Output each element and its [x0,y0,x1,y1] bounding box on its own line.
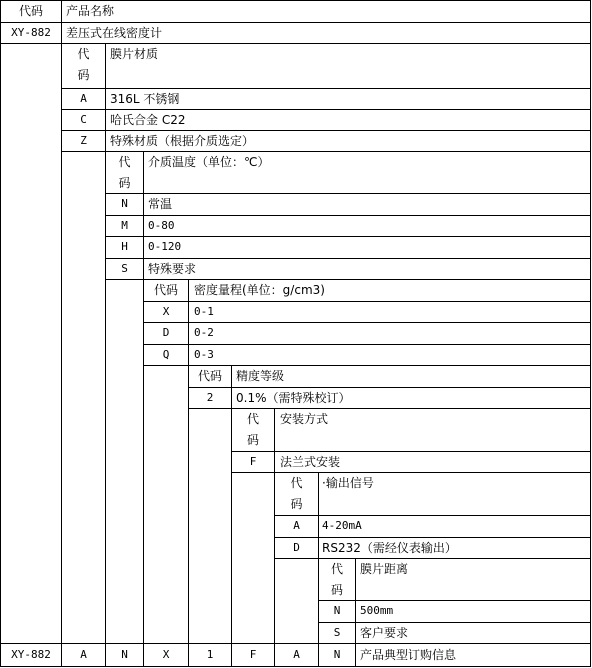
rule [274,515,591,516]
rule [188,365,189,667]
option-code: Z [80,134,87,147]
level-code-label: 码 [290,497,303,511]
level-title: 膜片材质 [110,47,159,61]
example-code: XY-882 [11,648,51,661]
header-product-label: 产品名称 [66,4,115,18]
rule [143,151,144,280]
rule [0,0,591,1]
rule [590,0,591,667]
rule [143,365,591,366]
rule [0,666,591,667]
level-code-label: 码 [246,433,259,447]
rule [61,151,591,152]
rule [143,301,591,302]
rule [0,643,591,644]
level-code-label: 代 [330,562,343,576]
option-label: 0.1%（需特殊校订） [236,391,351,405]
rule [61,88,591,89]
rule [318,472,319,559]
option-label: 0-1 [194,305,214,318]
option-label: 0-80 [148,219,175,232]
option-code: D [293,541,300,554]
rule [231,365,232,409]
option-code: F [249,455,257,468]
rule [0,0,1,667]
example-code: F [249,648,257,661]
rule [105,193,591,194]
level-code-label: 码 [77,68,90,82]
rule [105,258,591,259]
rule [274,537,591,538]
rule [188,279,189,366]
rule [105,215,591,216]
option-label: 0-120 [148,240,182,253]
level-title: 精度等级 [236,369,285,383]
option-code: A [293,519,300,532]
level-title: ·输出信号 [322,476,374,490]
option-label: RS232（需经仪表输出） [322,541,457,555]
rule [188,387,591,388]
rule [274,558,591,559]
level-title: 膜片距离 [360,562,409,576]
rule [188,408,591,409]
option-label: 特殊要求 [148,262,197,276]
example-code: 1 [206,648,214,661]
option-code: N [333,604,341,617]
rule [105,236,591,237]
rule [231,451,591,452]
option-label: 500mm [360,604,394,617]
option-code: C [80,113,87,126]
option-label: 0-2 [194,326,214,339]
rule [231,472,591,473]
level-code-label: 代 [290,476,303,490]
rule [318,622,591,623]
option-code: S [121,262,128,275]
level-title: 密度量程(单位：g/cm3) [194,283,325,297]
option-label: 常温 [148,197,173,211]
level-code-label: 码 [330,583,343,597]
rule [61,109,591,110]
rule [274,408,275,473]
option-code: 2 [206,391,214,404]
example-code: A [80,648,87,661]
header-code-label: 代码 [18,4,43,18]
level-title: 安装方式 [280,412,329,426]
model-code: XY-882 [11,26,51,39]
example-code: N [333,648,341,661]
level-code-label: 代 [246,412,259,426]
rule [61,130,591,131]
option-label: 4-20mA [322,519,362,532]
example-code: N [121,648,128,661]
rule [355,558,356,667]
option-label: 0-3 [194,348,214,361]
option-label: 法兰式安装 [280,455,341,469]
level-code-label: 代码 [197,369,222,383]
level-code-label: 代 [77,47,90,61]
rule [105,43,106,152]
option-code: M [121,219,128,232]
option-code: X [162,305,170,318]
rule [105,279,591,280]
option-code: A [80,92,87,105]
level-code-label: 代 [118,155,131,169]
option-code: D [162,326,170,339]
example-label: 产品典型订购信息 [360,648,457,662]
level-code-label: 码 [118,176,131,190]
option-code: N [121,197,128,210]
level-code-label: 代码 [153,283,178,297]
option-code: Q [162,348,170,361]
level-title: 介质温度（单位：℃） [148,155,270,169]
option-code: H [121,240,128,253]
rule [143,322,591,323]
model-name: 差压式在线密度计 [66,26,163,40]
option-label: 特殊材质（根据介质选定） [110,134,255,148]
rule [0,43,591,44]
example-code: A [293,648,300,661]
rule [318,600,591,601]
option-label: 316L 不锈钢 [110,92,180,106]
example-code: X [162,648,170,661]
option-code: S [333,626,341,639]
rule [0,22,591,23]
rule [143,344,591,345]
option-label: 哈氏合金 C22 [110,113,186,127]
option-label: 客户要求 [360,626,409,640]
